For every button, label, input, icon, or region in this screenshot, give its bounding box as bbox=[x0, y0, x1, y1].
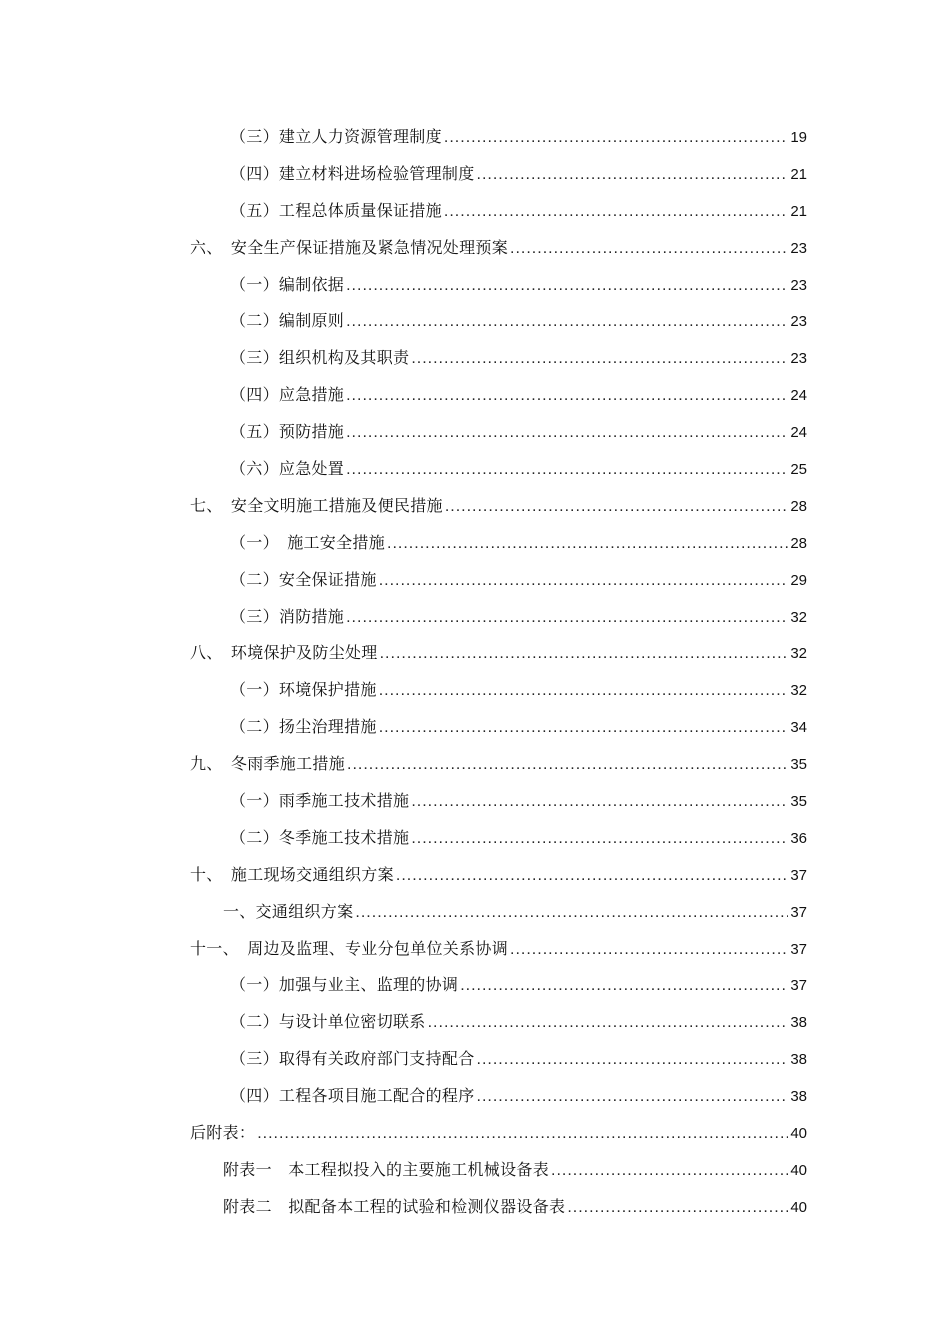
toc-entry-title: 附表一 本工程拟投入的主要施工机械设备表 bbox=[223, 1159, 550, 1179]
toc-entry-title: （一）编制依据 bbox=[230, 274, 345, 294]
toc-entry[interactable] bbox=[190, 746, 807, 783]
toc-entry[interactable] bbox=[190, 119, 807, 156]
toc-leader-dots bbox=[411, 341, 788, 378]
toc-entry[interactable] bbox=[190, 525, 807, 562]
toc-entry-page-number: 40 bbox=[790, 1125, 807, 1143]
toc-entry-title: （一）环境保护措施 bbox=[230, 680, 377, 700]
toc-entry[interactable] bbox=[190, 156, 807, 193]
toc-entry-page-number: 28 bbox=[790, 534, 807, 552]
toc-entry[interactable] bbox=[190, 931, 807, 968]
toc-entry-page-number: 21 bbox=[790, 165, 807, 183]
toc-entry[interactable] bbox=[190, 967, 807, 1004]
toc-entry-page-number: 19 bbox=[790, 129, 807, 146]
toc-entry-title: （四）应急措施 bbox=[230, 385, 345, 405]
toc-entry-title: （五）预防措施 bbox=[230, 422, 345, 442]
toc-entry-page-number: 24 bbox=[790, 387, 807, 405]
toc-entry-page-number: 37 bbox=[790, 903, 807, 921]
toc-leader-dots bbox=[477, 1079, 789, 1116]
toc-entry[interactable] bbox=[190, 820, 807, 857]
toc-entry[interactable] bbox=[190, 451, 807, 488]
toc-entry[interactable] bbox=[190, 1078, 807, 1115]
toc-leader-dots bbox=[346, 452, 788, 489]
toc-entry-title: （三）组织机构及其职责 bbox=[230, 348, 410, 368]
toc-leader-dots bbox=[411, 784, 788, 821]
toc-entry[interactable] bbox=[190, 1004, 807, 1041]
toc-entry[interactable] bbox=[190, 857, 807, 894]
toc-entry-title: （二）安全保证措施 bbox=[230, 569, 377, 589]
toc-leader-dots bbox=[477, 1042, 789, 1079]
toc-entry-page-number: 32 bbox=[790, 645, 807, 663]
toc-entry-page-number: 23 bbox=[790, 313, 807, 331]
toc-entry-page-number: 23 bbox=[790, 276, 807, 294]
toc-leader-dots bbox=[379, 710, 789, 747]
toc-entry[interactable] bbox=[190, 599, 807, 636]
toc-entry-title: 七、 安全文明施工措施及便民措施 bbox=[190, 495, 443, 515]
toc-leader-dots bbox=[428, 1005, 789, 1042]
toc-leader-dots bbox=[567, 1190, 788, 1227]
toc-entry-page-number: 21 bbox=[790, 202, 807, 220]
toc-entry-page-number: 28 bbox=[790, 497, 807, 515]
toc-entry-page-number: 32 bbox=[790, 682, 807, 700]
toc-entry-title: 十一、 周边及监理、专业分包单位关系协调 bbox=[190, 938, 509, 958]
toc-entry[interactable] bbox=[190, 267, 807, 304]
toc-entry-page-number: 38 bbox=[790, 1088, 807, 1106]
toc-entry-page-number: 40 bbox=[790, 1198, 807, 1216]
toc-entry-title: （一） 施工安全措施 bbox=[230, 532, 386, 552]
toc-leader-dots bbox=[379, 563, 789, 600]
toc-entry-title: （一）雨季施工技术措施 bbox=[230, 791, 410, 811]
toc-entry-page-number: 24 bbox=[790, 424, 807, 442]
toc-entry[interactable] bbox=[190, 672, 807, 709]
toc-entry-page-number: 25 bbox=[790, 461, 807, 479]
toc-entry[interactable] bbox=[190, 894, 807, 931]
toc-entry-title: （五）工程总体质量保证措施 bbox=[230, 200, 442, 220]
toc-leader-dots bbox=[551, 1153, 788, 1190]
toc-leader-dots bbox=[411, 821, 788, 858]
toc-entry-page-number: 38 bbox=[790, 1051, 807, 1069]
toc-entry[interactable] bbox=[190, 488, 807, 525]
toc-entry[interactable] bbox=[190, 414, 807, 451]
toc-leader-dots bbox=[346, 268, 788, 305]
toc-entry[interactable] bbox=[190, 340, 807, 377]
toc-entry-page-number: 37 bbox=[790, 940, 807, 958]
toc-entry[interactable] bbox=[190, 562, 807, 599]
toc-entry[interactable] bbox=[190, 635, 807, 672]
toc-entry-title: 后附表： bbox=[190, 1123, 256, 1143]
toc-entry-title: （六）应急处置 bbox=[230, 459, 345, 479]
toc-entry-page-number: 35 bbox=[790, 756, 807, 774]
toc-entry-page-number: 37 bbox=[790, 977, 807, 995]
toc-leader-dots bbox=[510, 932, 788, 969]
toc-entry-title: 八、 环境保护及防尘处理 bbox=[190, 643, 378, 663]
toc-entry-page-number: 23 bbox=[790, 350, 807, 368]
toc-entry-title: （一）加强与业主、监理的协调 bbox=[230, 975, 459, 995]
toc-entry-page-number: 36 bbox=[790, 829, 807, 847]
toc-entry-page-number: 38 bbox=[790, 1014, 807, 1032]
toc-entry-title: 附表二 拟配备本工程的试验和检测仪器设备表 bbox=[223, 1196, 566, 1216]
toc-leader-dots bbox=[445, 489, 789, 526]
toc-leader-dots bbox=[355, 895, 788, 932]
toc-entry-page-number: 34 bbox=[790, 719, 807, 737]
toc-entry[interactable] bbox=[190, 1189, 807, 1226]
toc-entry-title: 一、交通组织方案 bbox=[223, 901, 354, 921]
toc-leader-dots bbox=[444, 194, 788, 231]
toc-leader-dots bbox=[510, 231, 788, 268]
toc-leader-dots bbox=[396, 858, 788, 895]
toc-entry-title: （三）消防措施 bbox=[230, 606, 345, 626]
table-of-contents bbox=[190, 119, 807, 1226]
toc-entry[interactable] bbox=[190, 783, 807, 820]
toc-entry-title: （二）扬尘治理措施 bbox=[230, 717, 377, 737]
toc-entry[interactable] bbox=[190, 1041, 807, 1078]
toc-leader-dots bbox=[346, 378, 788, 415]
toc-entry-title: （二）冬季施工技术措施 bbox=[230, 827, 410, 847]
toc-leader-dots bbox=[380, 636, 789, 673]
toc-entry-page-number: 37 bbox=[790, 866, 807, 884]
toc-entry-title: （二）编制原则 bbox=[230, 311, 345, 331]
toc-entry-page-number: 29 bbox=[790, 571, 807, 589]
toc-entry-title: 六、 安全生产保证措施及紧急情况处理预案 bbox=[190, 237, 509, 257]
toc-entry[interactable] bbox=[190, 303, 807, 340]
toc-leader-dots bbox=[379, 673, 789, 710]
toc-entry-title: （四）工程各项目施工配合的程序 bbox=[230, 1086, 475, 1106]
toc-entry-page-number: 35 bbox=[790, 793, 807, 811]
toc-entry-title: （三）取得有关政府部门支持配合 bbox=[230, 1049, 475, 1069]
toc-leader-dots bbox=[257, 1116, 788, 1153]
toc-entry-title: 十、 施工现场交通组织方案 bbox=[190, 864, 394, 884]
toc-leader-dots bbox=[347, 747, 788, 784]
toc-entry[interactable] bbox=[190, 709, 807, 746]
toc-entry[interactable] bbox=[190, 230, 807, 267]
toc-entry-title: 九、 冬雨季施工措施 bbox=[190, 754, 346, 774]
toc-entry[interactable] bbox=[190, 193, 807, 230]
toc-entry-title: （二）与设计单位密切联系 bbox=[230, 1012, 426, 1032]
toc-entry-page-number: 32 bbox=[790, 608, 807, 626]
toc-leader-dots bbox=[346, 600, 788, 637]
toc-leader-dots bbox=[387, 526, 788, 563]
toc-leader-dots bbox=[346, 415, 788, 452]
toc-entry-title: （四）建立材料进场检验管理制度 bbox=[230, 163, 475, 183]
toc-leader-dots bbox=[460, 968, 788, 1005]
toc-entry[interactable] bbox=[190, 377, 807, 414]
toc-entry-title: （三）建立人力资源管理制度 bbox=[230, 127, 442, 146]
toc-entry-page-number: 40 bbox=[790, 1161, 807, 1179]
toc-entry-page-number: 23 bbox=[790, 239, 807, 257]
toc-leader-dots bbox=[477, 157, 789, 194]
toc-leader-dots bbox=[444, 120, 788, 157]
toc-entry[interactable] bbox=[190, 1115, 807, 1152]
toc-leader-dots bbox=[346, 304, 788, 341]
toc-entry[interactable] bbox=[190, 1152, 807, 1189]
